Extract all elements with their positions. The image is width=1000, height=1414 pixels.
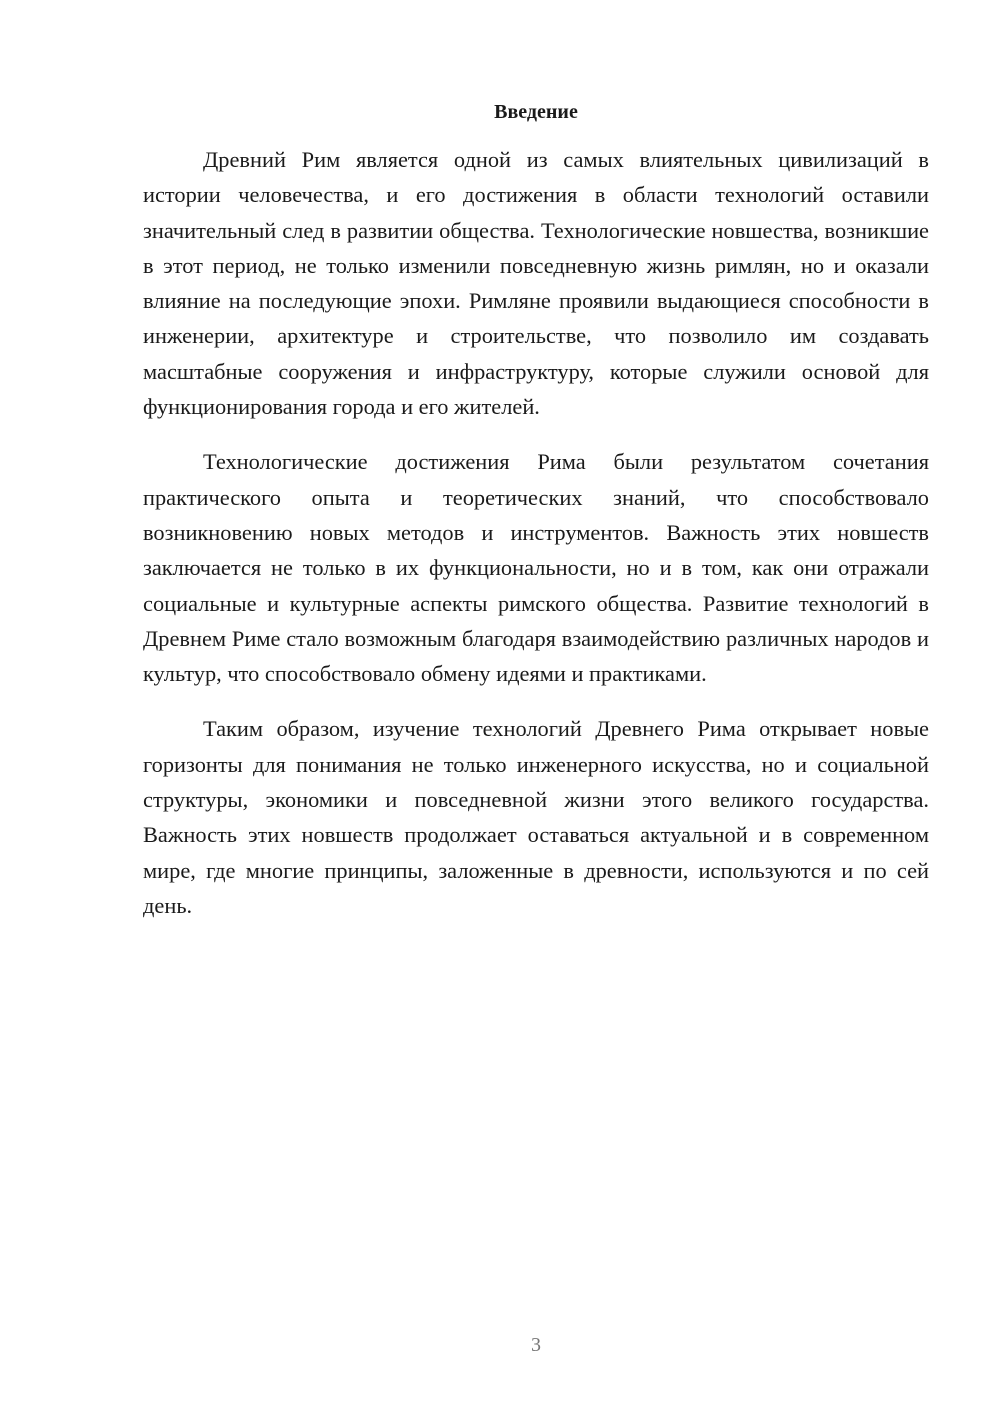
paragraph: Древний Рим является одной из самых влиятельных цивилизаций в истории человечества, и его достижения в области технологий оставили значительный след в развитии общества. Технологические новшества, возникшие в этот период, не только изменили повседневную жизнь римлян, но и оказали влияние на последующие эпохи. Римляне проявили выдающиеся способности в инженерии, архитектуре и строительстве, что позволило им создавать масштабные сооружения и инфраструктуру, которые служили основой для функционирования города и его жителей. bbox=[143, 147, 929, 420]
page-title: Введение bbox=[494, 101, 578, 123]
paragraph: Технологические достижения Рима были результатом сочетания практического опыта и теоретических знаний, что способствовало возникновению новых методов и инструментов. Важность этих новшеств заключается не только в их функциональности, но и в том, как они отражали социальные и культурные аспекты римского общества. Развитие технологий в Древнем Риме стало возможным благодаря взаимодействию различных народов и культур, что способствовало обмену идеями и практиками. bbox=[143, 449, 929, 687]
paragraph: Таким образом, изучение технологий Древнего Рима открывает новые горизонты для понимания не только инженерного искусства, но и социальной структуры, экономики и повседневной жизни этого великого государства. Важность этих новшеств продолжает оставаться актуальной и в современном мире, где многие принципы, заложенные в древности, используются и по сей день. bbox=[143, 716, 929, 918]
body-text bbox=[143, 142, 929, 943]
page-number: 3 bbox=[531, 1334, 541, 1356]
